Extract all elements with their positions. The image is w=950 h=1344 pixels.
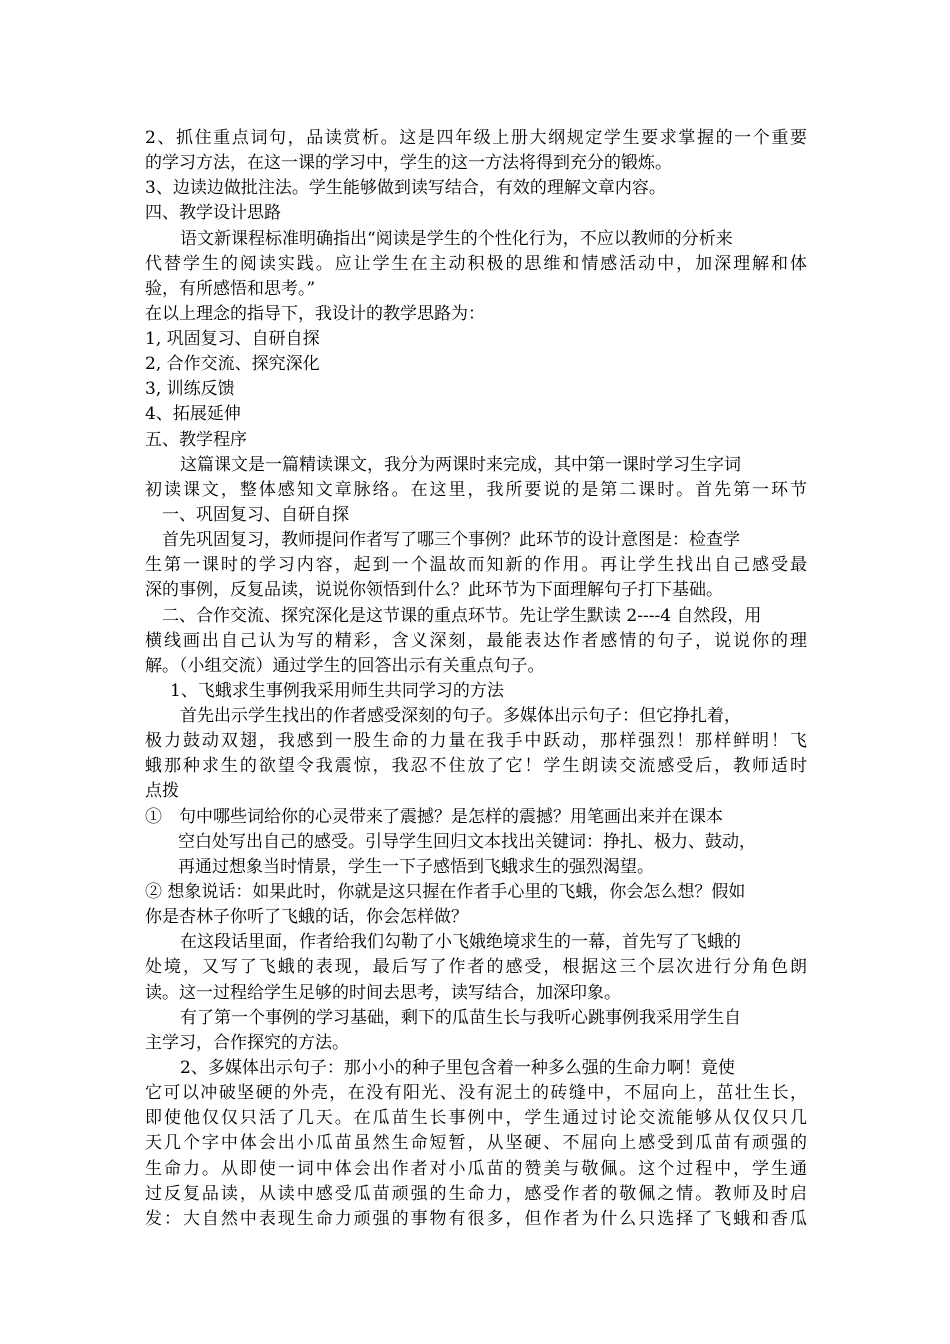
text-line: 即使他仅仅只活了几天。在瓜苗生长事例中，学生通过讨论交流能够从仅仅只几: [145, 1108, 807, 1128]
text-line: 解。（小组交流）通过学生的回答出示有关重点句子。: [145, 656, 545, 676]
list-item: 1, 巩固复习、自研自探: [145, 329, 320, 349]
text-line: 首先出示学生找出的作者感受深刻的句子。多媒体出示句子：但它挣扎着，: [180, 706, 741, 726]
text-line: 语文新课程标准明确指出“阅读是学生的个性化行为，不应以教师的分析来: [180, 229, 733, 249]
text-line: 处境，又写了飞蛾的表现，最后写了作者的感受，根据这三个层次进行分角色朗: [145, 957, 807, 977]
text-line: 横线画出自己认为写的精彩，含义深刻，最能表达作者感情的句子，说说你的理: [145, 631, 807, 651]
subsection-heading: 一、巩固复习、自研自探: [162, 505, 349, 525]
text-line: 天几个字中体会出小瓜苗虽然生命短暂，从坚硬、不屈向上感受到瓜苗有顽强的: [145, 1133, 807, 1153]
text-line: 主学习，合作探究的方法。: [145, 1033, 349, 1053]
section-heading: 四、教学设计思路: [145, 203, 281, 223]
text-line: 初读课文，整体感知文章脉络。在这里，我所要说的是第二课时。首先第一环节: [145, 480, 807, 500]
text-line: 发：大自然中表现生命力顽强的事物有很多，但作者为什么只选择了飞蛾和香瓜: [145, 1209, 807, 1229]
text-line: 有了第一个事例的学习基础，剩下的瓜苗生长与我听心跳事例我采用学生自: [180, 1008, 741, 1028]
text-line: 深的事例，反复品读，说说你领悟到什么？此环节为下面理解句子打下基础。: [145, 580, 723, 600]
numbered-item: ② 想象说话：如果此时，你就是这只握在作者手心里的飞蛾，你会怎么想？假如: [145, 882, 746, 902]
list-item: 3, 训练反馈: [145, 379, 235, 399]
list-item: 2, 合作交流、探究深化: [145, 354, 320, 374]
text-line: 点拨: [145, 781, 179, 801]
text-line: 2、多媒体出示句子：那小小的种子里包含着一种多么强的生命力啊！竟使: [180, 1058, 735, 1078]
text-line: 在这段话里面，作者给我们勾勒了小飞娥绝境求生的一幕，首先写了飞蛾的: [180, 932, 741, 952]
text-line: 空白处写出自己的感受。引导学生回归文本找出关键词：挣扎、极力、鼓动，: [178, 832, 756, 852]
section-heading: 五、教学程序: [145, 430, 247, 450]
text-line: 在以上理念的指导下，我设计的教学思路为：: [145, 304, 485, 324]
text-line: 生第一课时的学习内容，起到一个温故而知新的作用。再让学生找出自己感受最: [145, 555, 807, 575]
text-line: 它可以冲破坚硬的外壳，在没有阳光、没有泥土的砖缝中，不屈向上，茁壮生长，: [145, 1083, 807, 1103]
text-line: 读。这一过程给学生足够的时间去思考，读写结合，加深印象。: [145, 983, 621, 1003]
text-line: 过反复品读，从读中感受瓜苗顽强的生命力，感受作者的敬佩之情。教师及时启: [145, 1184, 807, 1204]
text-line: 极力鼓动双翅，我感到一股生命的力量在我手中跃动，那样强烈！那样鲜明！飞: [145, 731, 807, 751]
text-line: 蛾那种求生的欲望令我震惊，我忍不住放了它！学生朗读交流感受后，教师适时: [145, 756, 807, 776]
text-line: 3、边读边做批注法。学生能够做到读写结合，有效的理解文章内容。: [145, 178, 666, 198]
text-line: 的学习方法，在这一课的学习中，学生的这一方法将得到充分的锻炼。: [145, 153, 672, 173]
numbered-item: ① 句中哪些词给你的心灵带来了震撼？是怎样的震撼？用笔画出来并在课本: [145, 807, 723, 827]
subsection-heading: 1、飞蛾求生事例我采用师生共同学习的方法: [170, 681, 504, 701]
text-line: 这篇课文是一篇精读课文，我分为两课时来完成，其中第一课时学习生字词: [180, 455, 741, 475]
text-line: 验，有所感悟和思考。”: [145, 279, 316, 299]
text-line: 2、抓住重点词句，品读赏析。这是四年级上册大纲规定学生要求掌握的一个重要: [145, 128, 807, 148]
text-line: 二、合作交流、探究深化是这节课的重点环节。先让学生默读 2----4 自然段，用: [162, 606, 762, 626]
text-line: 再通过想象当时情景，学生一下子感悟到飞蛾求生的强烈渴望。: [178, 857, 654, 877]
text-line: 代替学生的阅读实践。应让学生在主动积极的思维和情感活动中，加深理解和体: [145, 254, 807, 274]
text-line: 首先巩固复习，教师提问作者写了哪三个事例？此环节的设计意图是：检查学: [162, 530, 740, 550]
text-line: 生命力。从即使一词中体会出作者对小瓜苗的赞美与敬佩。这个过程中，学生通: [145, 1159, 807, 1179]
text-line: 你是杏林子你听了飞蛾的话，你会怎样做？: [145, 907, 468, 927]
list-item: 4、拓展延伸: [145, 404, 241, 424]
